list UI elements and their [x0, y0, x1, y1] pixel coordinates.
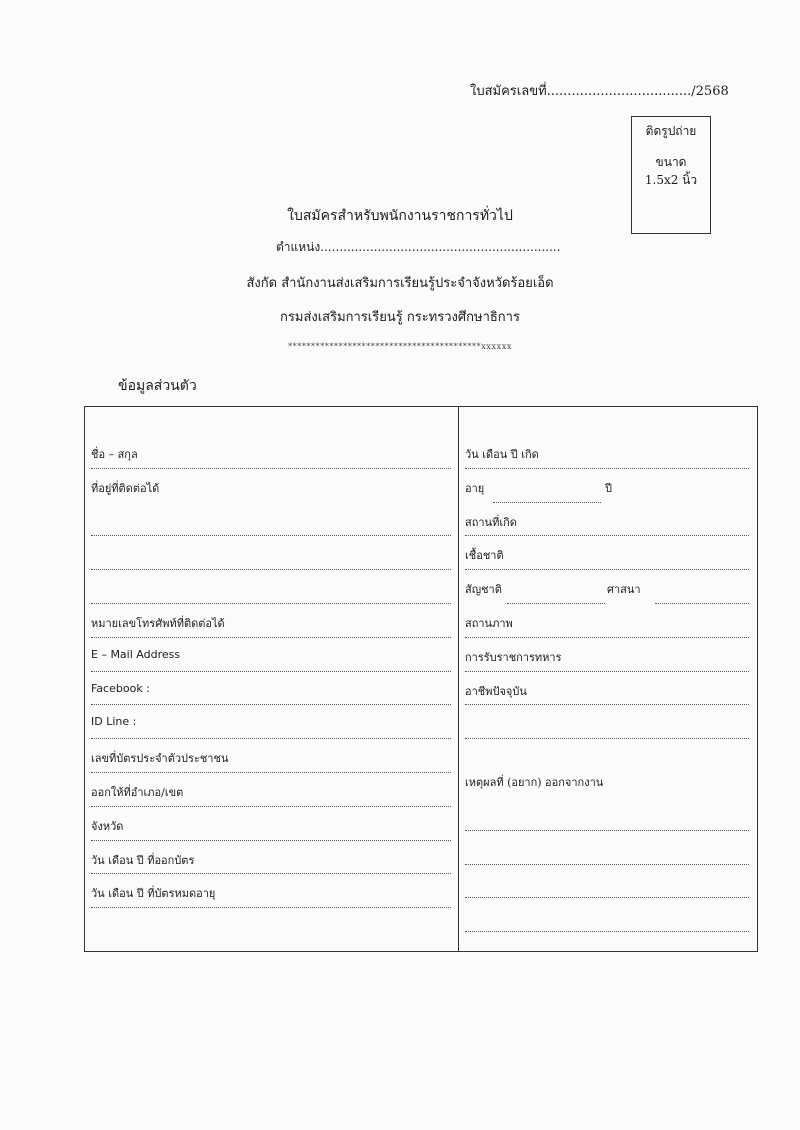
right-column: [465, 445, 749, 942]
field-address-label: ที่อยู่ที่ติดต่อได้: [91, 481, 160, 495]
field-leave-reason-line-3[interactable]: [465, 875, 749, 909]
left-column: [91, 445, 451, 918]
field-facebook[interactable]: Facebook :: [91, 682, 451, 716]
field-leave-reason-line-2[interactable]: [465, 841, 749, 875]
application-number: ใบสมัครเลขที่.................................../2568: [470, 84, 729, 99]
field-id-card-number[interactable]: เลขที่บัตรประจำตัวประชาชน: [91, 749, 451, 783]
religion-label: ศาสนา: [607, 580, 641, 598]
row-spacer: [465, 749, 749, 773]
field-address-line-3[interactable]: [91, 580, 451, 614]
field-id-line[interactable]: ID Line :: [91, 715, 451, 749]
field-race[interactable]: เชื้อชาติ: [465, 546, 749, 580]
photo-label: ติดรูปถ่าย: [645, 124, 697, 138]
field-address-line-2[interactable]: [91, 546, 451, 580]
field-email[interactable]: E – Mail Address: [91, 648, 451, 682]
field-issued-district[interactable]: ออกให้ที่อำเภอ/เขต: [91, 783, 451, 817]
photo-size-label: ขนาด: [655, 155, 687, 170]
age-unit: ปี: [605, 481, 612, 495]
field-nationality-religion[interactable]: สัญชาติ ศาสนา: [465, 580, 749, 614]
position-line: ตำแหน่ง...............................................................: [276, 240, 561, 254]
field-marital-status[interactable]: สถานภาพ: [465, 614, 749, 648]
field-address-line-1[interactable]: [91, 513, 451, 547]
department-line: กรมส่งเสริมการเรียนรู้ กระทรวงศึกษาธิการ: [280, 310, 520, 325]
field-leave-reason: เหตุผลที่ (อยาก) ออกจากงาน: [465, 776, 604, 790]
field-age[interactable]: อายุ ปี: [465, 479, 749, 513]
photo-size-value: 1.5x2 นิ้ว: [644, 172, 698, 187]
field-occupation-line-2[interactable]: [465, 715, 749, 749]
field-issue-date[interactable]: วัน เดือน ปี ที่ออกบัตร: [91, 851, 451, 885]
section-title: ข้อมูลส่วนตัว: [118, 378, 197, 394]
field-birth-date[interactable]: วัน เดือน ปี เกิด: [465, 445, 749, 479]
organization-line: สังกัด สำนักงานส่งเสริมการเรียนรู้ประจำจังหวัดร้อยเอ็ด: [246, 276, 554, 291]
field-occupation[interactable]: อาชีพปัจจุบัน: [465, 682, 749, 716]
separator-stars: ******************************************xxxxxx: [288, 342, 512, 351]
field-full-name[interactable]: ชื่อ – สกุล: [91, 445, 451, 479]
field-leave-reason-line-4[interactable]: [465, 908, 749, 942]
field-province[interactable]: จังหวัด: [91, 817, 451, 851]
field-phone[interactable]: หมายเลขโทรศัพท์ที่ติดต่อได้: [91, 614, 451, 648]
column-divider: [458, 407, 459, 951]
field-expiry-date[interactable]: วัน เดือน ปี ที่บัตรหมดอายุ: [91, 884, 451, 918]
field-military-service[interactable]: การรับราชการทหาร: [465, 648, 749, 682]
personal-info-box: [84, 406, 758, 952]
field-leave-reason-line-1[interactable]: [465, 807, 749, 841]
field-birthplace[interactable]: สถานที่เกิด: [465, 513, 749, 547]
form-title: ใบสมัครสำหรับพนักงานราชการทั่วไป: [287, 208, 513, 224]
